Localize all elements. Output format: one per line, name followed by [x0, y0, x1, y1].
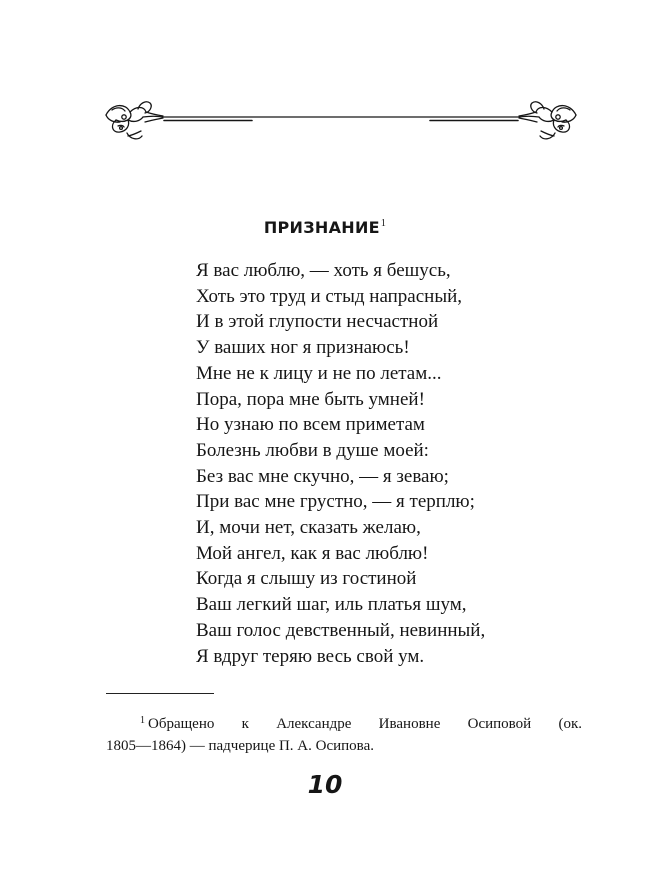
- poem-line: Болезнь любви в душе моей:: [196, 439, 429, 461]
- footnote-divider: [106, 693, 214, 694]
- poem-body: [196, 258, 485, 669]
- footnote-line-1: [106, 710, 582, 735]
- poem-line: Ваш голос девственный, невинный,: [196, 619, 486, 641]
- footnote: [106, 710, 582, 757]
- poem-line: Без вас мне скучно, — я зеваю;: [196, 465, 449, 487]
- poem-line: При вас мне грустно, — я терплю;: [196, 491, 475, 513]
- poem-line: Мой ангел, как я вас люблю!: [196, 542, 429, 564]
- poem-line: Когда я слышу из гостиной: [196, 568, 417, 590]
- poem-line: У ваших ног я признаюсь!: [196, 337, 410, 359]
- poem-line: Хоть это труд и стыд напрасный,: [196, 285, 463, 307]
- poem-line: Ваш легкий шаг, иль платья шум,: [196, 594, 467, 616]
- poem-line: Пора, пора мне быть умней!: [196, 388, 425, 410]
- poem-title: [0, 212, 650, 240]
- footnote-text-1: Обращено к Александре Ивановне Осиповой (ок.: [148, 716, 582, 732]
- left-flower-icon: [106, 102, 163, 139]
- title-footnote-mark: 1: [380, 218, 387, 229]
- poem-line: И, мочи нет, сказать желаю,: [196, 517, 421, 539]
- poem-line: Я вас люблю, — хоть я бешусь,: [196, 260, 451, 281]
- floral-divider-icon: [100, 95, 582, 145]
- poem-line: Но узнаю по всем приметам: [196, 414, 425, 436]
- poem-line: И в этой глупости несчастной: [196, 311, 439, 333]
- footnote-mark: 1: [140, 715, 145, 726]
- page-number: 10: [307, 770, 343, 799]
- poem-line: Мне не к лицу и не по летам...: [196, 362, 442, 384]
- poem-line: Я вдруг теряю весь свой ум.: [196, 645, 425, 667]
- right-flower-icon: [519, 102, 576, 139]
- poem-title-text: ПРИЗНАНИЕ: [263, 218, 380, 237]
- footnote-line-2: 1805—1864) — падчерице П. А. Осипова.: [106, 738, 374, 754]
